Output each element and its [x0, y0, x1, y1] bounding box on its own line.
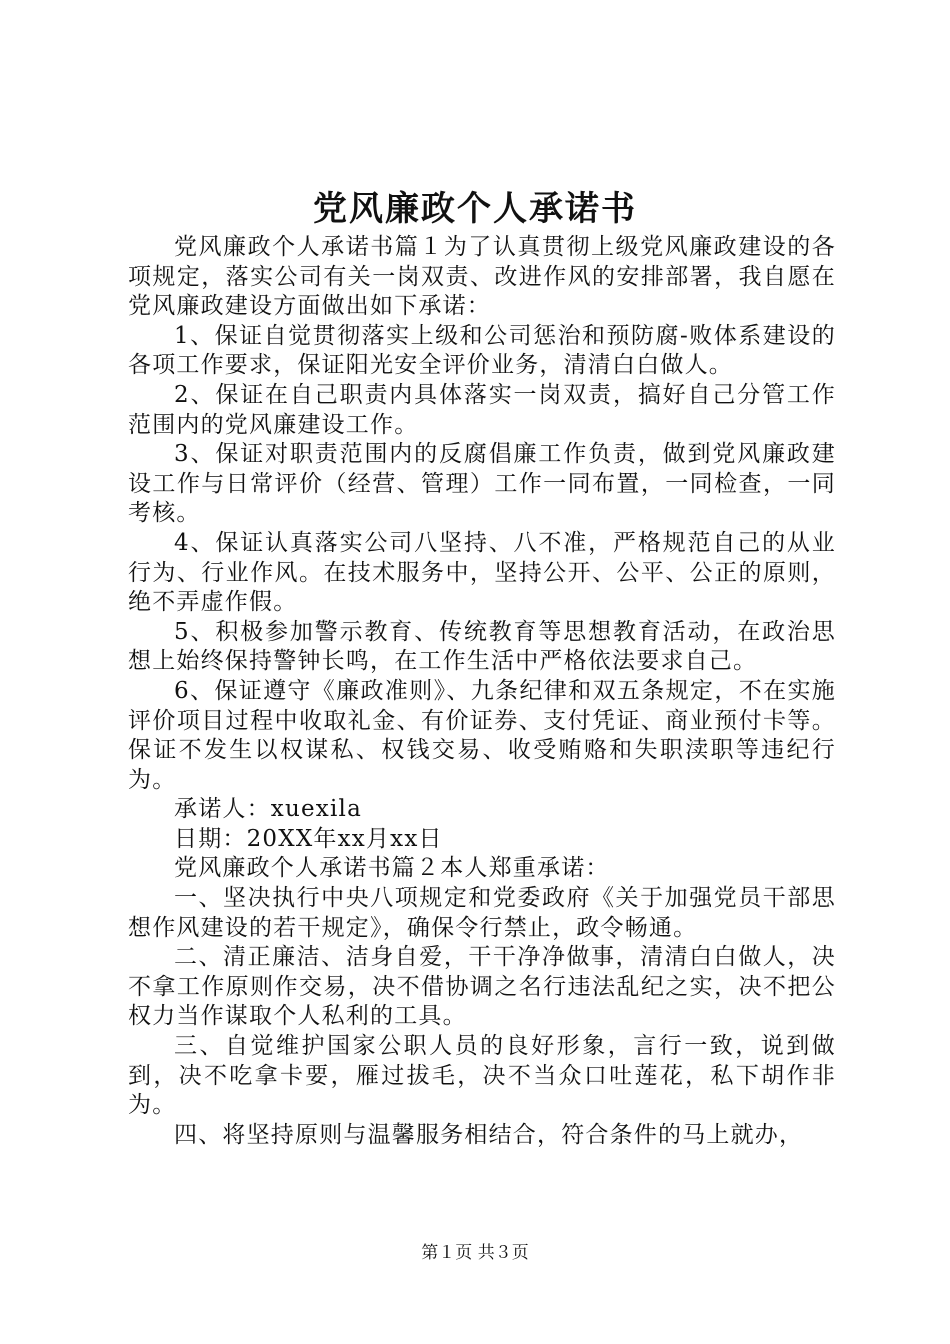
- paragraph: 4、保证认真落实公司八坚持、八不准，严格规范自己的从业行为、行业作风。在技术服务中，坚持公开、公平、公正的原则，绝不弄虚作假。: [128, 529, 836, 616]
- paragraph: 5、积极参加警示教育、传统教育等思想教育活动，在政治思想上始终保持警钟长鸣，在工作生活中严格依法要求自己。: [128, 618, 836, 675]
- paragraph: 党风廉政个人承诺书篇２本人郑重承诺：: [174, 855, 610, 882]
- paragraph: 3、保证对职责范围内的反腐倡廉工作负责，做到党风廉政建设工作与日常评价（经营、管理）工作一同布置，一同检查，一同考核。: [128, 441, 836, 527]
- document-body: [128, 233, 836, 1150]
- paragraph: 1、保证自觉贯彻落实上级和公司惩治和预防腐-败体系建设的各项工作要求，保证阳光安全评价业务，清清白白做人。: [128, 322, 836, 379]
- signatory-line: 承诺人：xuexila: [174, 796, 362, 823]
- date-line: 日期：20XX年xx月xx日: [174, 825, 443, 852]
- paragraph: 2、保证在自己职责内具体落实一岗双责，搞好自己分管工作范围内的党风廉建设工作。: [128, 381, 836, 438]
- page-number-footer: 第１页 共３页: [421, 1243, 529, 1263]
- paragraph: 党风廉政个人承诺书篇１为了认真贯彻上级党风廉政建设的各项规定，落实公司有关一岗双责、改进作风的安排部署，我自愿在党风廉政建设方面做出如下承诺：: [128, 234, 836, 320]
- paragraph: 三、自觉维护国家公职人员的良好形象，言行一致，说到做到，决不吃拿卡要，雁过拔毛，决不当众口吐莲花，私下胡作非为。: [128, 1033, 836, 1119]
- paragraph: 四、将坚持原则与温馨服务相结合，符合条件的马上就办，: [174, 1121, 804, 1148]
- document-title: 党风廉政个人承诺书: [313, 189, 637, 229]
- paragraph: 一、坚决执行中央八项规定和党委政府《关于加强党员干部思想作风建设的若干规定》，确保令行禁止，政令畅通。: [128, 885, 836, 941]
- paragraph: 6、保证遵守《廉政准则》、九条纪律和双五条规定，不在实施评价项目过程中收取礼金、有价证券、支付凭证、商业预付卡等。保证不发生以权谋私、权钱交易、收受贿赂和失职渎职等违纪行为。: [128, 677, 836, 793]
- paragraph: 二、清正廉洁、洁身自爱，干干净净做事，清清白白做人，决不拿工作原则作交易，决不借协调之名行违法乱纪之实，决不把公权力当作谋取个人私利的工具。: [128, 944, 836, 1030]
